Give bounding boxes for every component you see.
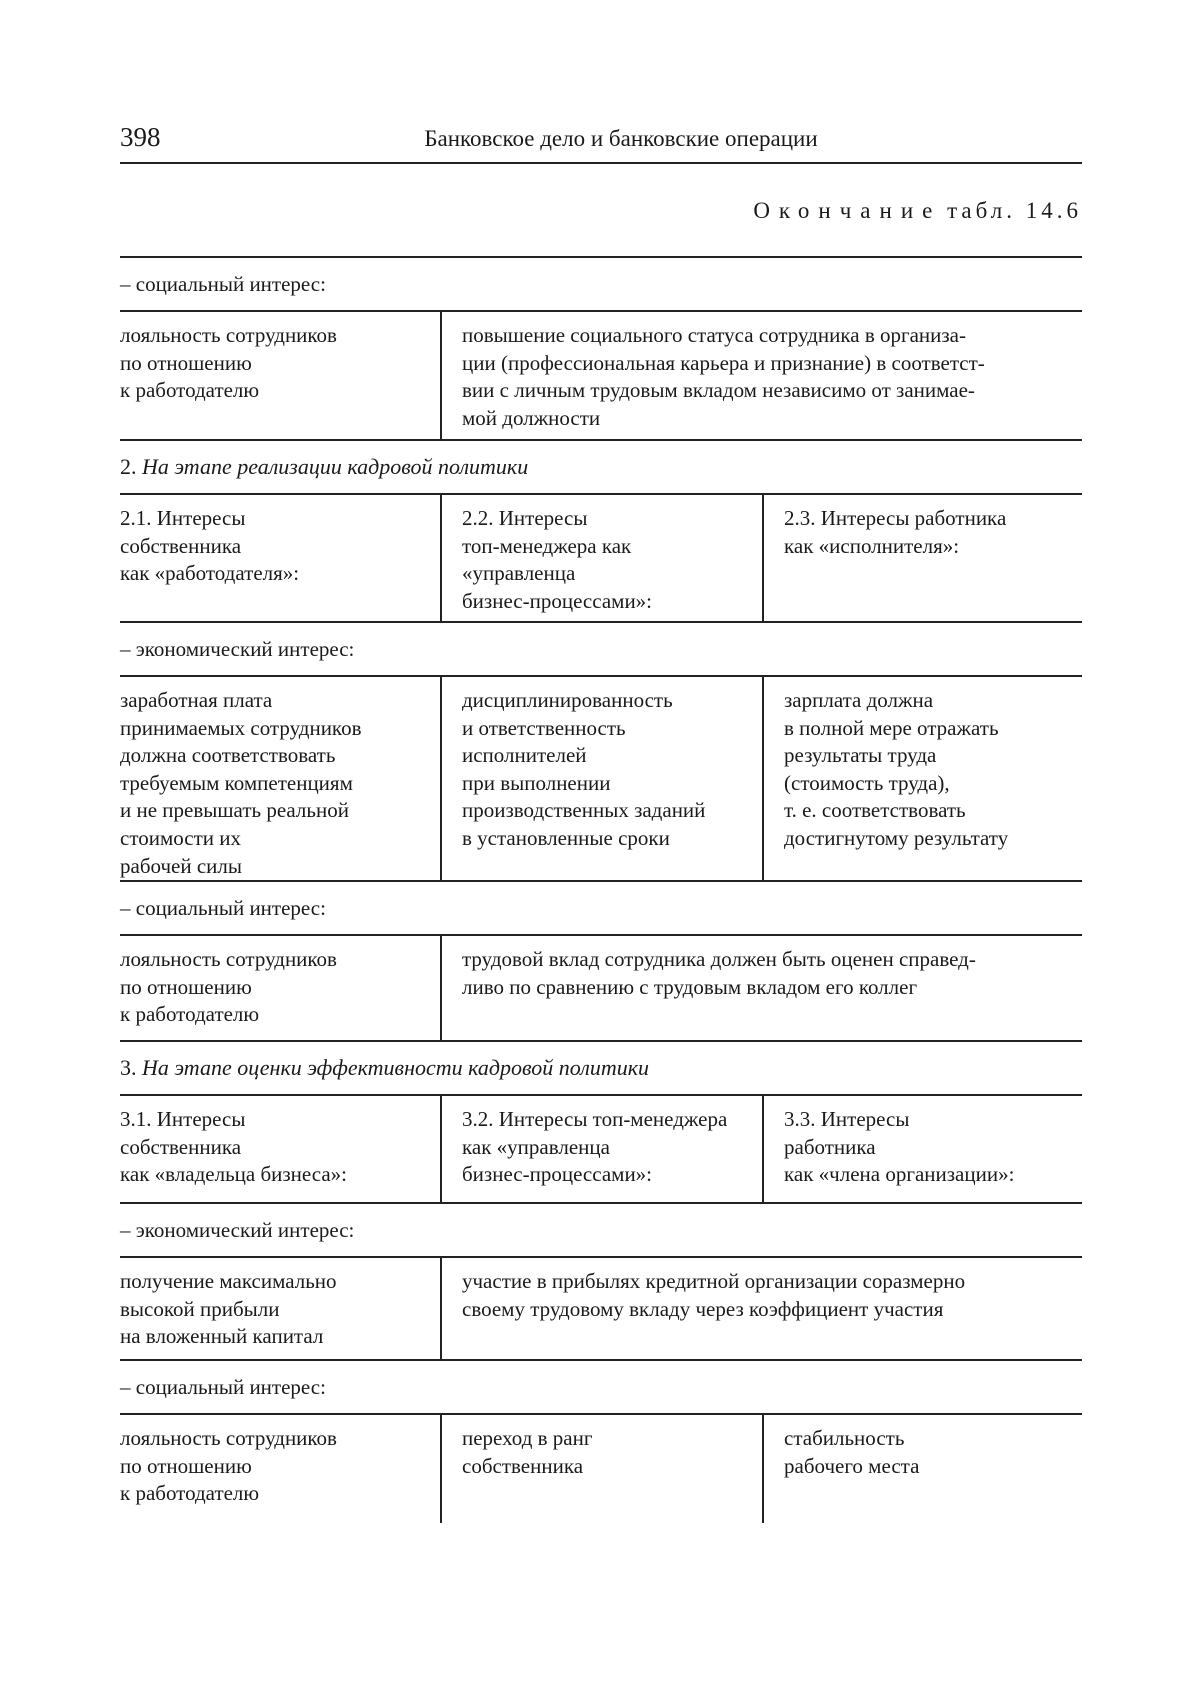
table-continuation-caption [753,198,1082,224]
column-header [762,495,1082,621]
table-row [120,495,1082,621]
table-row [120,677,1082,880]
row-label-social: – социальный интерес: [120,1375,326,1399]
text-line: в установленные сроки [462,825,670,850]
text-line: лояльность сотрудников [120,323,337,347]
text-line: производственных заданий [462,798,706,823]
text-line: 2.2. Интересы [462,506,588,530]
text-line: как «исполнителя»: [784,533,960,558]
text-line: собственника [120,533,242,558]
text-line: своему трудовому вкладу через коэффициент участия [462,1296,944,1321]
text-line: 3.2. Интересы топ-менеджера [462,1107,728,1131]
text-line: трудовой вклад сотрудника должен быть оценен справед- [462,947,976,971]
text-line: и не превышать реальной [120,798,349,823]
section-name: На этапе оценки эффективности кадровой политики [142,1055,650,1080]
cell-text [120,677,440,880]
text-line: к работодателю [120,1002,260,1027]
row-label-economic: – экономический интерес: [120,1218,355,1242]
text-line: работника [784,1134,876,1159]
table-reference: табл. 14.6 [947,198,1082,223]
text-line: зарплата должна [784,688,934,712]
text-line: 3.1. Интересы [120,1107,246,1131]
text-line: стоимости их [120,825,241,850]
text-line: в полной мере отражать [784,715,999,740]
text-line: и ответственность [462,715,626,740]
cell-text [440,1415,762,1523]
section-title [120,1042,1082,1094]
text-line: «управленца [462,561,576,586]
text-line: высокой прибыли [120,1296,280,1321]
text-line: мой должности [462,405,601,430]
text-line: т. е. соответствовать [784,798,966,823]
text-line: к работодателю [120,1481,260,1506]
cell-text [440,936,1082,1040]
row-label-social: – социальный интерес: [120,272,326,296]
text-line: по отношению [120,1453,252,1478]
text-line: участие в прибылях кредитной организации соразмерно [462,1269,966,1293]
section-number: 3. [120,1055,137,1080]
text-line: как «управленца [462,1134,610,1159]
text-line: вии с личным трудовым вкладом независимо от занимае- [462,378,975,403]
text-line: дисциплинированность [462,688,673,712]
text-line: как «владельца бизнеса»: [120,1162,348,1187]
text-line: (стоимость труда), [784,770,950,795]
table-row [120,1415,1082,1523]
text-line: достигнутому результату [784,825,1009,850]
text-line: заработная плата [120,688,273,712]
text-line: при выполнении [462,770,611,795]
cell-text [120,936,440,1040]
text-line: рабочего места [784,1453,920,1478]
text-line: по отношению [120,350,252,375]
text-line: собственника [462,1453,584,1478]
section-name: На этапе реализации кадровой политики [142,454,529,479]
text-line: топ-менеджера как [462,533,632,558]
section-title [120,441,1082,493]
text-line: бизнес-процессами»: [462,1162,653,1187]
column-header [120,495,440,621]
cell-text [120,1415,440,1523]
text-line: как «работодателя»: [120,561,300,586]
section-number: 2. [120,454,137,479]
text-line: ливо по сравнению с трудовым вкладом его коллег [462,974,918,999]
text-line: ции (профессиональная карьера и признание) в соответст- [462,350,985,375]
text-line: собственника [120,1134,242,1159]
text-line: переход в ранг [462,1426,593,1450]
column-header [120,1096,440,1202]
column-header [762,1096,1082,1202]
column-header [440,495,762,621]
cell-text [762,1415,1082,1523]
text-line: должна соответствовать [120,743,336,768]
text-line: 2.3. Интересы работника [784,506,1007,530]
interests-table [120,256,1082,1523]
column-header [440,1096,762,1202]
text-line: результаты труда [784,743,937,768]
table-row [120,1258,1082,1359]
table-row [120,936,1082,1040]
text-line: получение максимально [120,1269,337,1293]
text-line: 3.3. Интересы [784,1107,910,1131]
cell-text [440,312,1082,439]
text-line: повышение социального статуса сотрудника в организа- [462,323,966,347]
text-line: лояльность сотрудников [120,1426,337,1450]
page-header [120,120,1082,164]
continuation-word: Окончание [753,198,942,223]
cell-text [120,1258,440,1359]
table-row [120,312,1082,439]
text-line: требуемым компетенциям [120,770,353,795]
running-title: Банковское дело и банковские операции [424,126,818,151]
cell-text [440,1258,1082,1359]
text-line: стабильность [784,1426,905,1450]
page-number: 398 [120,122,161,152]
text-line: по отношению [120,974,252,999]
text-line: как «члена организации»: [784,1162,1015,1187]
table-row [120,1096,1082,1202]
text-line: к работодателю [120,378,260,403]
cell-text [120,312,440,439]
text-line: лояльность сотрудников [120,947,337,971]
text-line: 2.1. Интересы [120,506,246,530]
row-label-social: – социальный интерес: [120,896,326,920]
row-label-economic: – экономический интерес: [120,637,355,661]
text-line: принимаемых сотрудников [120,715,362,740]
cell-text [440,677,762,880]
text-line: исполнителей [462,743,587,768]
text-line: рабочей силы [120,853,242,878]
text-line: на вложенный капитал [120,1324,324,1349]
cell-text [762,677,1082,880]
text-line: бизнес-процессами»: [462,588,653,613]
